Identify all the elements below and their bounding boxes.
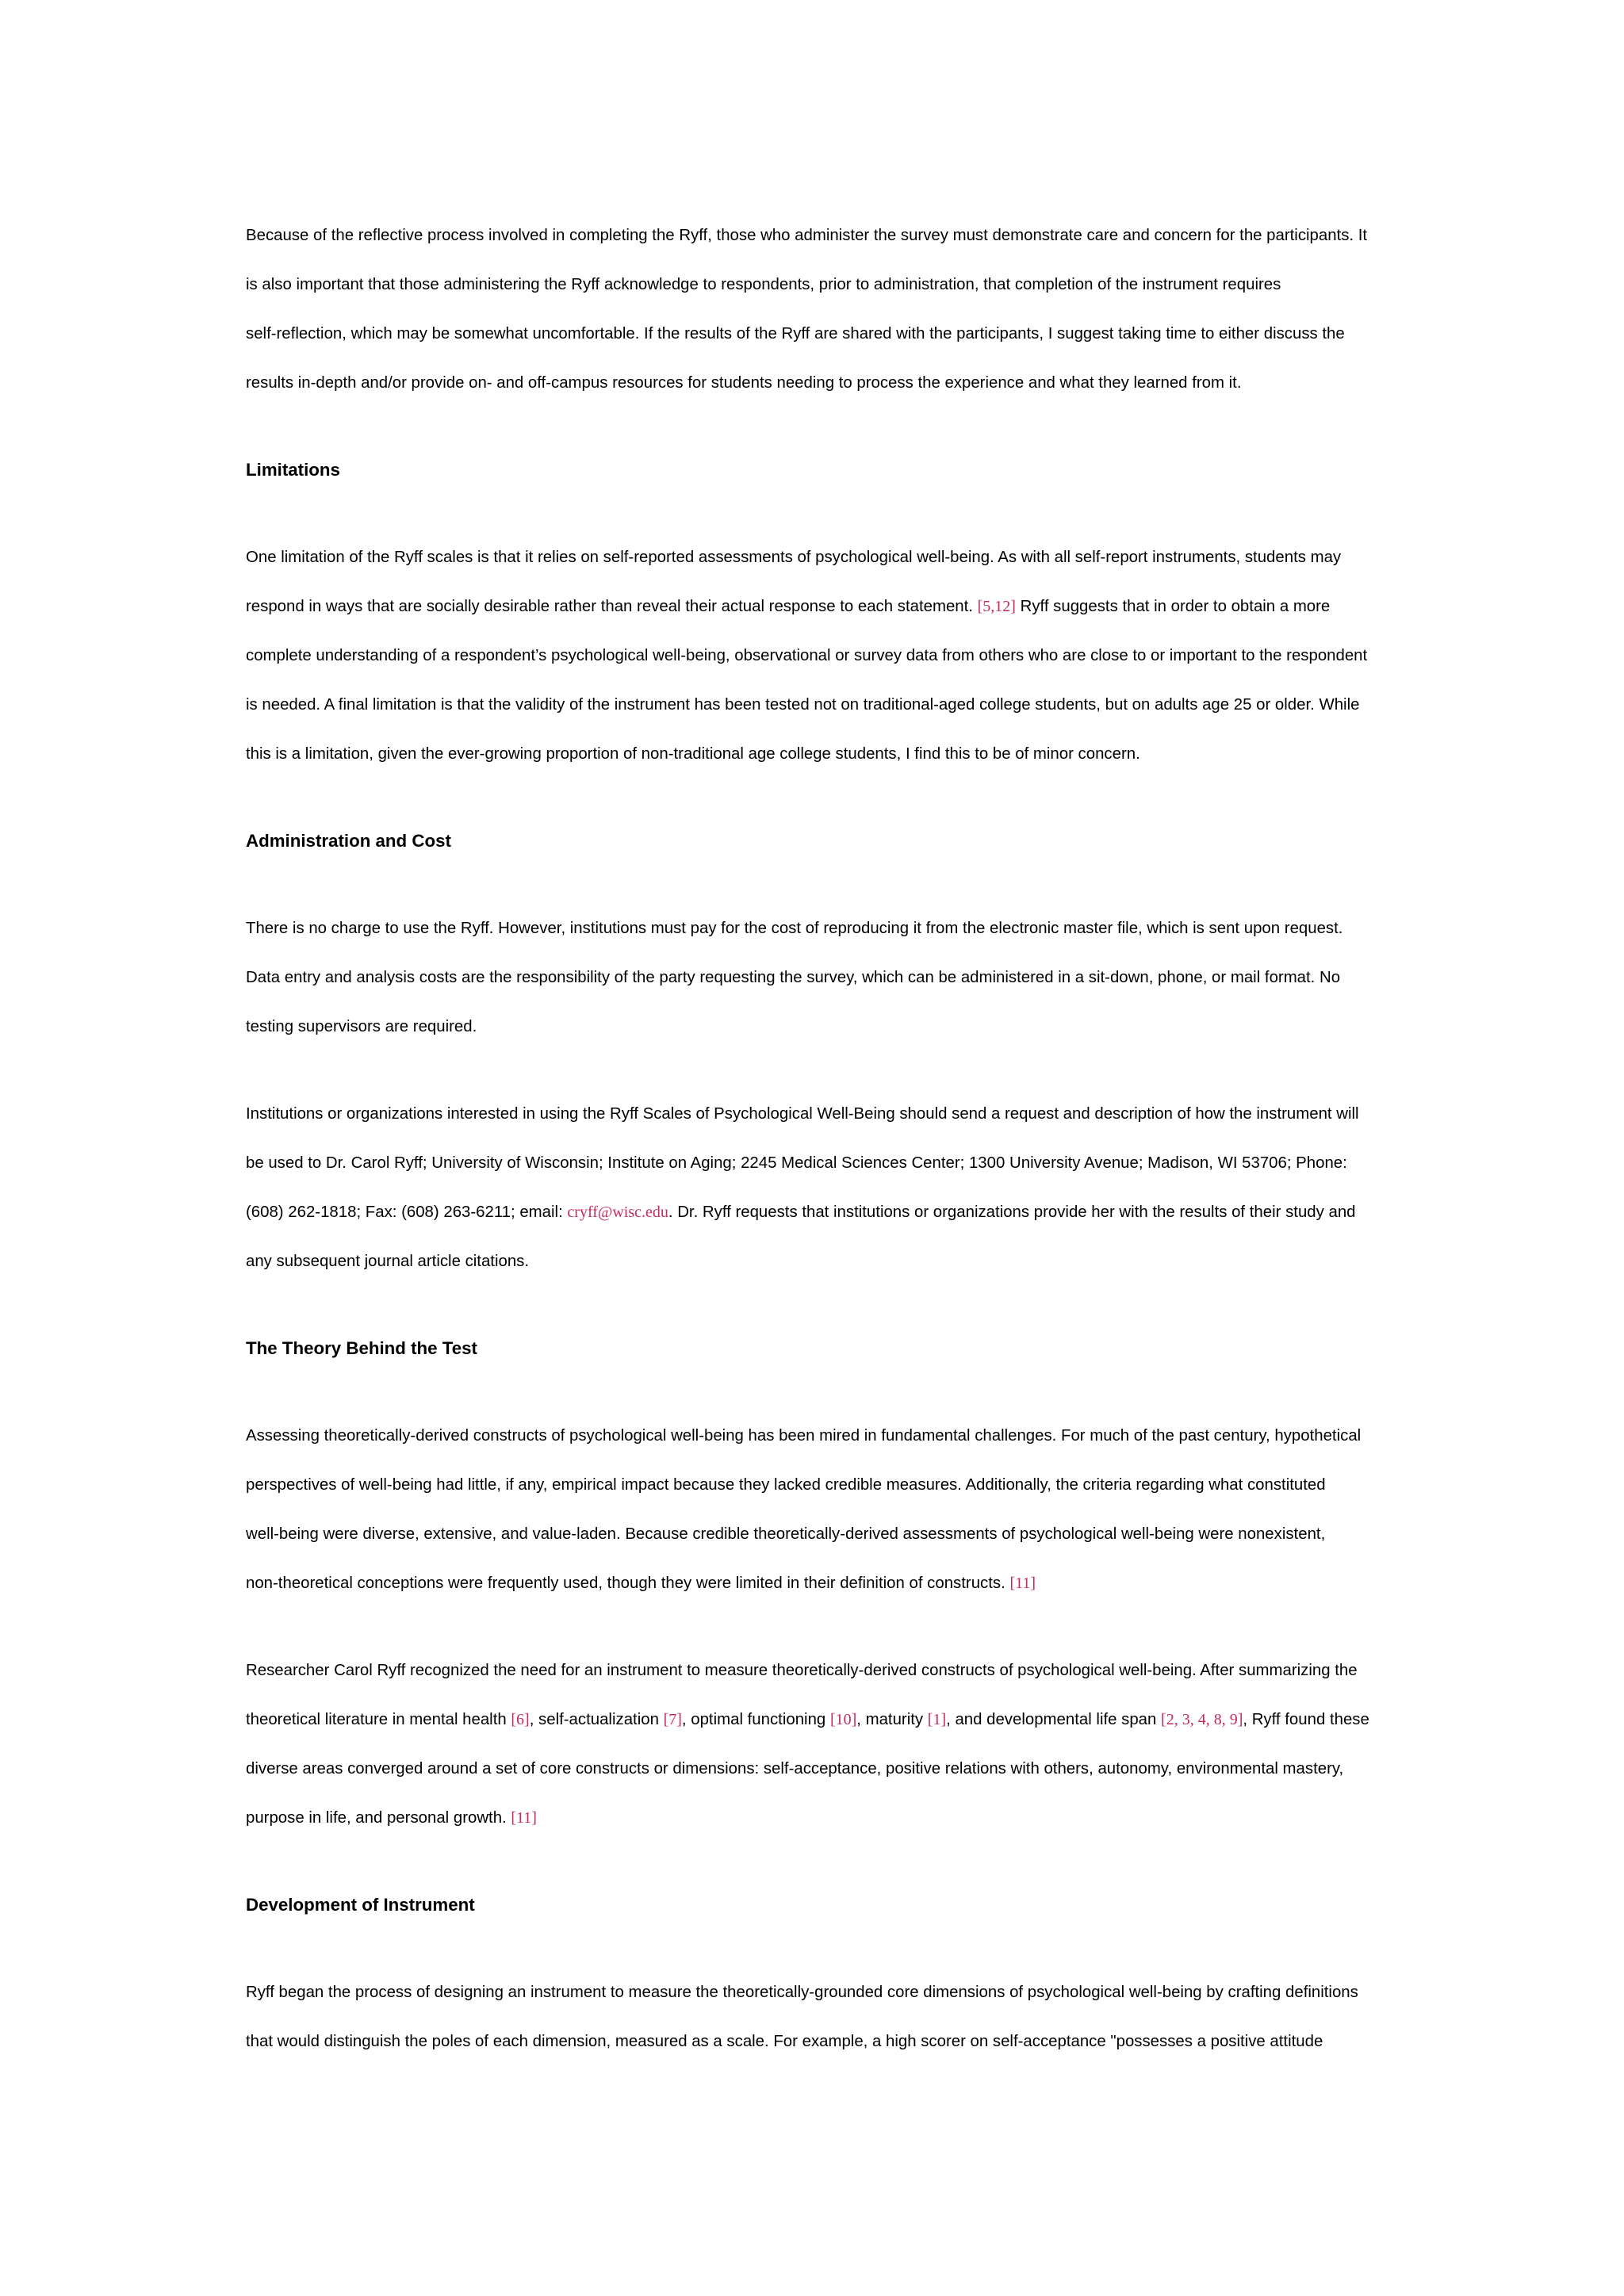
development-section — [246, 1881, 1388, 2066]
document-body — [246, 211, 1388, 2066]
paragraph-line: Institutions or organizations interested in using the Ryff Scales of Psychological Well-Being should send a request and description of how the instrument will — [246, 1105, 1359, 1123]
paragraph-line — [246, 1793, 1388, 1843]
citation-link[interactable]: [11] — [1009, 1575, 1036, 1592]
intro-paragraph — [246, 211, 1388, 408]
limitations-paragraph — [246, 533, 1388, 779]
theory-paragraph-2 — [246, 1646, 1388, 1843]
paragraph-line: well-being were diverse, extensive, and value-laden. Because credible theoretically-derived assessments of psychological well-being were nonexistent, — [246, 1525, 1326, 1543]
text-run: purpose in life, and personal growth. — [246, 1809, 511, 1827]
paragraph-line — [246, 1695, 1388, 1744]
development-paragraph — [246, 1968, 1388, 2066]
email-link[interactable]: cryff@wisc.edu — [567, 1203, 668, 1221]
section-heading-limitations: Limitations — [246, 460, 340, 480]
paragraph-line: perspectives of well-being had little, if any, empirical impact because they lacked credible measures. Additionally, the criteria regarding what constituted — [246, 1476, 1326, 1494]
citation-link[interactable]: [6] — [511, 1711, 530, 1728]
paragraph-line: that would distinguish the poles of each dimension, measured as a scale. For example, a high scorer on self-acceptance "possesses a positive attitude — [246, 2033, 1323, 2050]
paragraph-line: any subsequent journal article citations. — [246, 1253, 530, 1270]
contact-paragraph — [246, 1089, 1388, 1286]
text-run: theoretical literature in mental health — [246, 1711, 511, 1728]
text-run: , optimal functioning — [681, 1711, 830, 1728]
theory-section — [246, 1324, 1388, 1843]
citation-link[interactable]: [2, 3, 4, 8, 9] — [1161, 1711, 1243, 1728]
paragraph-line: results in-depth and/or provide on- and off-campus resources for students needing to process the experience and what they learned from it. — [246, 374, 1242, 392]
paragraph-line: is needed. A final limitation is that the validity of the instrument has been tested not on traditional-aged college students, but on adults age 25 or older. While — [246, 696, 1360, 714]
section-heading-development: Development of Instrument — [246, 1895, 475, 1915]
text-run: Ryff suggests that in order to obtain a more — [1015, 598, 1331, 615]
theory-paragraph-1 — [246, 1411, 1388, 1608]
section-heading-administration: Administration and Cost — [246, 831, 451, 851]
limitations-section — [246, 446, 1388, 779]
text-run: . Dr. Ryff requests that institutions or organizations provide her with the results of their study and — [668, 1203, 1356, 1221]
paragraph-line — [246, 1188, 1388, 1237]
paragraph-line — [246, 582, 1388, 631]
paragraph-line — [246, 1559, 1388, 1608]
text-run: , self-actualization — [529, 1711, 664, 1728]
paragraph-line: complete understanding of a respondent’s psychological well-being, observational or survey data from others who are close to or important to the respondent — [246, 647, 1368, 664]
text-run: respond in ways that are socially desirable rather than reveal their actual response to each statement. — [246, 598, 978, 615]
paragraph-line: Researcher Carol Ryff recognized the need for an instrument to measure theoretically-derived constructs of psychological well-being. After summarizing the — [246, 1662, 1358, 1679]
citation-link[interactable]: [10] — [829, 1711, 857, 1728]
citation-link[interactable]: [5,12] — [977, 598, 1016, 615]
text-run: , and developmental life span — [946, 1711, 1162, 1728]
text-run: , Ryff found these — [1243, 1711, 1369, 1728]
paragraph-line: self-reflection, which may be somewhat uncomfortable. If the results of the Ryff are shared with the participants, I suggest taking time to either discuss the — [246, 325, 1345, 342]
citation-link[interactable]: [1] — [927, 1711, 947, 1728]
paragraph-line: be used to Dr. Carol Ryff; University of Wisconsin; Institute on Aging; 2245 Medical Sciences Center; 1300 University Avenue; Madison, WI 53706; Phone: — [246, 1154, 1347, 1172]
paragraph-line: this is a limitation, given the ever-growing proportion of non-traditional age college students, I find this to be of minor concern. — [246, 745, 1140, 763]
paragraph-line: is also important that those administering the Ryff acknowledge to respondents, prior to administration, that completion of the instrument requires — [246, 276, 1281, 293]
paragraph-line: Assessing theoretically-derived constructs of psychological well-being has been mired in fundamental challenges. For much of the past century, hypothetical — [246, 1427, 1362, 1445]
cost-paragraph — [246, 904, 1388, 1051]
text-run: , maturity — [856, 1711, 928, 1728]
citation-link[interactable]: [7] — [663, 1711, 682, 1728]
text-run: non-theoretical conceptions were frequently used, though they were limited in their definition of constructs. — [246, 1575, 1010, 1592]
paragraph-line: Data entry and analysis costs are the responsibility of the party requesting the survey, which can be administered in a sit-down, phone, or mail format. No — [246, 969, 1341, 986]
paragraph-line: Ryff began the process of designing an instrument to measure the theoretically-grounded core dimensions of psychological well-being by crafting definitions — [246, 1984, 1358, 2001]
administration-section — [246, 817, 1388, 1286]
paragraph-line: testing supervisors are required. — [246, 1018, 477, 1035]
paragraph-line: Because of the reflective process involved in completing the Ryff, those who administer the survey must demonstrate care and concern for the participants. It — [246, 227, 1368, 244]
paragraph-line: diverse areas converged around a set of core constructs or dimensions: self-acceptance, positive relations with others, autonomy, environmental mastery, — [246, 1760, 1344, 1777]
section-heading-theory: The Theory Behind the Test — [246, 1338, 477, 1358]
text-run: (608) 262-1818; Fax: (608) 263-6211; email: — [246, 1203, 568, 1221]
citation-link[interactable]: [11] — [511, 1809, 537, 1827]
paragraph-line: There is no charge to use the Ryff. However, institutions must pay for the cost of reproducing it from the electronic master file, which is sent upon request. — [246, 920, 1343, 937]
paragraph-line: One limitation of the Ryff scales is that it relies on self-reported assessments of psychological well-being. As with all self-report instruments, students may — [246, 549, 1342, 566]
